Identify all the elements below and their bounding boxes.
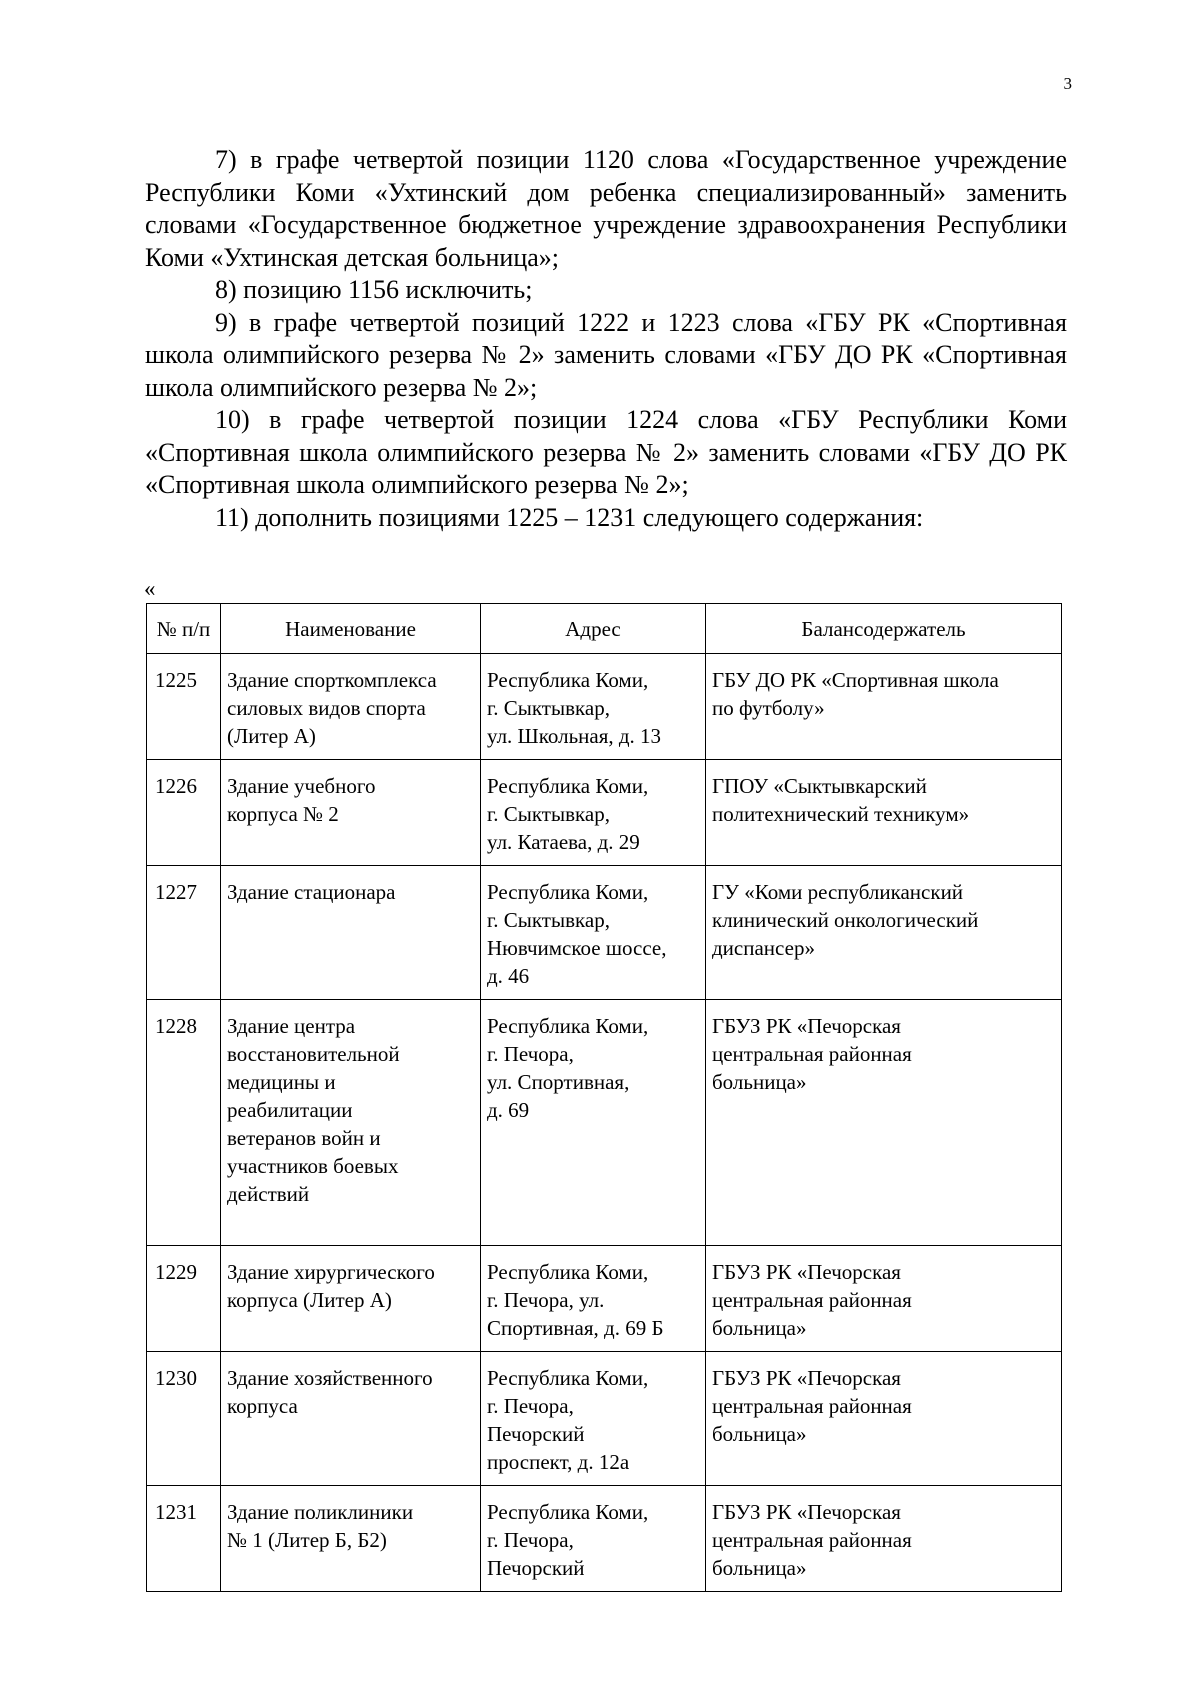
cell-address [481, 866, 706, 1000]
cell-line: ГПОУ «Сыктывкарский [712, 774, 927, 798]
cell-line: клинический онкологический [712, 908, 979, 932]
header-balance-holder: Балансодержатель [706, 604, 1062, 654]
cell-line: силовых видов спорта [227, 696, 426, 720]
cell-line: г. Печора, [487, 1042, 574, 1066]
cell-line: (Литер А) [227, 724, 316, 748]
cell-name [221, 654, 481, 760]
cell-line: № 1 (Литер Б, Б2) [227, 1528, 387, 1552]
cell-line: ГБУЗ РК «Печорская [712, 1260, 901, 1284]
cell-line: Спортивная, д. 69 Б [487, 1316, 664, 1340]
cell-line: ул. Школьная, д. 13 [487, 724, 662, 748]
header-name: Наименование [221, 604, 481, 654]
cell-line: Здание центра [227, 1014, 356, 1038]
cell-line: центральная районная [712, 1288, 912, 1312]
cell-line: г. Сыктывкар, [487, 908, 610, 932]
cell-address [481, 760, 706, 866]
cell-line: корпуса (Литер А) [227, 1288, 392, 1312]
table-row [147, 866, 1062, 1000]
cell-line: г. Печора, [487, 1394, 574, 1418]
cell-line: реабилитации [227, 1098, 353, 1122]
cell-balance-holder [706, 1352, 1062, 1486]
cell-line: Республика Коми, [487, 1014, 649, 1038]
cell-number: 1226 [147, 760, 221, 866]
cell-line: Здание поликлиники [227, 1500, 414, 1524]
cell-line: корпуса № 2 [227, 802, 339, 826]
cell-line: Республика Коми, [487, 774, 649, 798]
table-row [147, 1486, 1062, 1592]
cell-line: Печорский [487, 1556, 585, 1580]
cell-line: по футболу» [712, 696, 825, 720]
cell-line: действий [227, 1182, 310, 1206]
cell-balance-holder [706, 1000, 1062, 1246]
cell-line: корпуса [227, 1394, 298, 1418]
positions-table [146, 603, 1062, 1592]
cell-balance-holder [706, 654, 1062, 760]
cell-address [481, 654, 706, 760]
cell-number: 1228 [147, 1000, 221, 1246]
cell-line: Республика Коми, [487, 1500, 649, 1524]
cell-line: ветеранов войн и [227, 1126, 381, 1150]
cell-line: г. Печора, ул. [487, 1288, 605, 1312]
cell-line: проспект, д. 12а [487, 1450, 630, 1474]
cell-line: ГБУЗ РК «Печорская [712, 1500, 901, 1524]
cell-line: больница» [712, 1556, 807, 1580]
cell-line: Здание учебного [227, 774, 376, 798]
paragraph-item-10: 10) в графе четвертой позиции 1224 слова «ГБУ Республики Коми «Спортивная школа олимпийского резерва № 2» заменить словами «ГБУ ДО РК «Спортивная школа олимпийского резерва № 2»; [145, 405, 1067, 499]
table-row [147, 1000, 1062, 1246]
opening-quote-mark: « [144, 576, 156, 601]
cell-line: больница» [712, 1316, 807, 1340]
cell-line: ул. Спортивная, [487, 1070, 630, 1094]
table-row [147, 1246, 1062, 1352]
cell-balance-holder [706, 1246, 1062, 1352]
cell-name [221, 760, 481, 866]
cell-line: политехнический техникум» [712, 802, 970, 826]
cell-line: медицины и [227, 1070, 336, 1094]
paragraph-item-7: 7) в графе четвертой позиции 1120 слова «Государственное учреждение Республики Коми «Ухтинский дом ребенка специализированный» заменить словами «Государственное бюджетное учреждение здравоохранения Республики Коми «Ухтинская детская больница»; [145, 145, 1067, 272]
cell-line: Здание спорткомплекса [227, 668, 437, 692]
cell-line: ГБУ ДО РК «Спортивная школа [712, 668, 999, 692]
cell-line: Республика Коми, [487, 880, 649, 904]
cell-line: г. Сыктывкар, [487, 696, 610, 720]
cell-balance-holder [706, 760, 1062, 866]
cell-balance-holder [706, 1486, 1062, 1592]
cell-name [221, 1352, 481, 1486]
cell-address [481, 1000, 706, 1246]
cell-name [221, 866, 481, 1000]
cell-line: больница» [712, 1070, 807, 1094]
cell-line: Здание хирургического [227, 1260, 435, 1284]
table-row [147, 1352, 1062, 1486]
cell-line: д. 69 [487, 1098, 530, 1122]
cell-line: ГУ «Коми республиканский [712, 880, 964, 904]
cell-line: Республика Коми, [487, 668, 649, 692]
cell-line: г. Сыктывкар, [487, 802, 610, 826]
header-address: Адрес [481, 604, 706, 654]
cell-line: центральная районная [712, 1394, 912, 1418]
cell-line: центральная районная [712, 1528, 912, 1552]
cell-address [481, 1352, 706, 1486]
paragraph-item-9: 9) в графе четвертой позиций 1222 и 1223 слова «ГБУ РК «Спортивная школа олимпийского резерва № 2» заменить словами «ГБУ ДО РК «Спортивная школа олимпийского резерва № 2»; [145, 307, 1067, 402]
cell-name [221, 1486, 481, 1592]
cell-line: Республика Коми, [487, 1260, 649, 1284]
cell-line: участников боевых [227, 1154, 399, 1178]
cell-address [481, 1246, 706, 1352]
cell-number: 1225 [147, 654, 221, 760]
cell-line: диспансер» [712, 936, 815, 960]
table-body [147, 654, 1062, 1592]
amendment-text [145, 144, 1067, 534]
header-number: № п/п [147, 604, 221, 654]
cell-line: больница» [712, 1422, 807, 1446]
cell-name [221, 1246, 481, 1352]
cell-line: ГБУЗ РК «Печорская [712, 1366, 901, 1390]
cell-line: ул. Катаева, д. 29 [487, 830, 640, 854]
cell-line: Здание стационара [227, 880, 396, 904]
cell-number: 1230 [147, 1352, 221, 1486]
table-row [147, 760, 1062, 866]
cell-number: 1227 [147, 866, 221, 1000]
cell-address [481, 1486, 706, 1592]
cell-line: центральная районная [712, 1042, 912, 1066]
cell-line: Здание хозяйственного [227, 1366, 433, 1390]
cell-line: д. 46 [487, 964, 530, 988]
cell-line: г. Печора, [487, 1528, 574, 1552]
cell-line: Печорский [487, 1422, 585, 1446]
cell-number: 1231 [147, 1486, 221, 1592]
cell-number: 1229 [147, 1246, 221, 1352]
cell-line: Республика Коми, [487, 1366, 649, 1390]
table-row [147, 654, 1062, 760]
cell-balance-holder [706, 866, 1062, 1000]
table-header-row [147, 604, 1062, 654]
page-number: 3 [1063, 74, 1072, 93]
paragraph-item-11: 11) дополнить позициями 1225 – 1231 следующего содержания: [215, 502, 924, 532]
cell-name [221, 1000, 481, 1246]
paragraph-item-8: 8) позицию 1156 исключить; [215, 275, 533, 304]
cell-line: Нювчимское шоссе, [487, 936, 667, 960]
cell-line: восстановительной [227, 1042, 400, 1066]
cell-line: ГБУЗ РК «Печорская [712, 1014, 901, 1038]
